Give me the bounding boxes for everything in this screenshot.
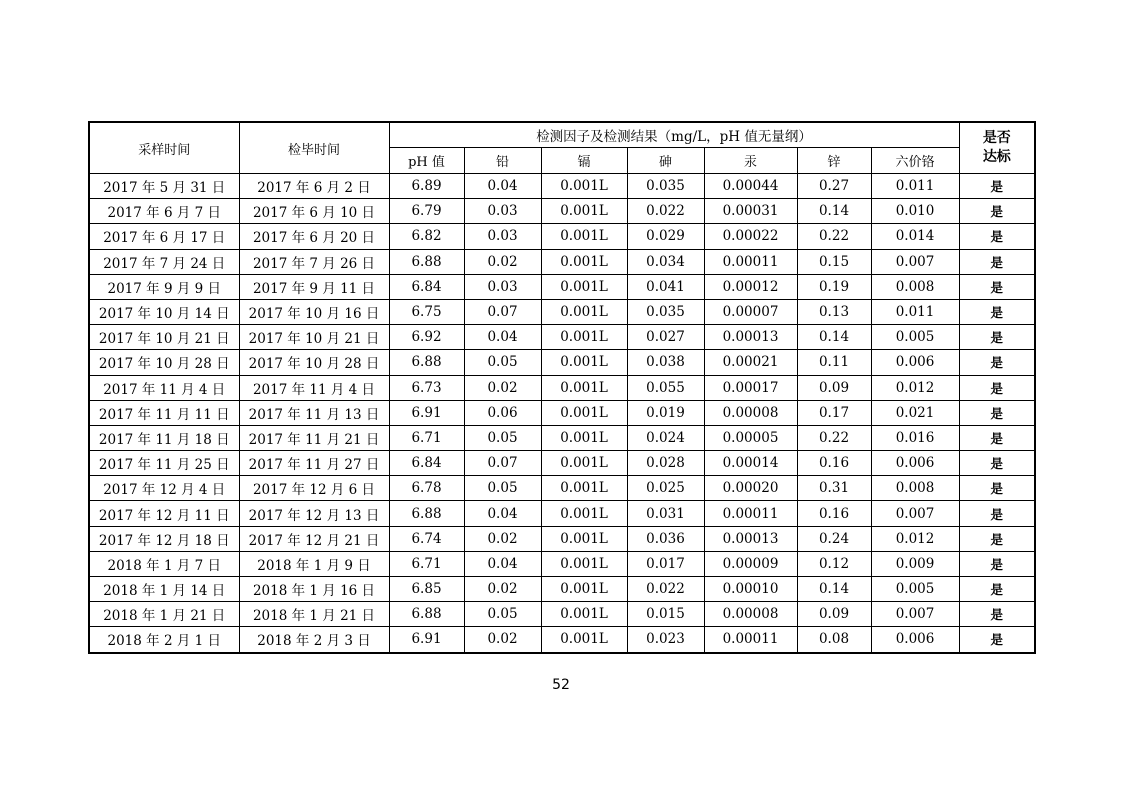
cell-hexavalent-chromium: 0.007 [871, 602, 959, 627]
cell-lead: 0.05 [464, 425, 541, 450]
cell-ph: 6.74 [389, 526, 464, 551]
cell-lead: 0.04 [464, 551, 541, 576]
cell-sampling-date: 2017 年 7 月 24 日 [89, 249, 239, 274]
cell-cadmium: 0.001L [541, 224, 627, 249]
cell-cadmium: 0.001L [541, 627, 627, 653]
cell-ph: 6.89 [389, 174, 464, 199]
cell-ph: 6.85 [389, 577, 464, 602]
header-ph: pH 值 [389, 148, 464, 174]
monitoring-results-table [88, 121, 1036, 654]
cell-compliance: 是 [959, 627, 1035, 653]
cell-ph: 6.71 [389, 551, 464, 576]
table-row [89, 224, 1035, 249]
cell-mercury: 0.00005 [704, 425, 797, 450]
cell-lead: 0.02 [464, 526, 541, 551]
cell-mercury: 0.00013 [704, 325, 797, 350]
cell-cadmium: 0.001L [541, 274, 627, 299]
cell-ph: 6.75 [389, 299, 464, 324]
cell-arsenic: 0.019 [627, 400, 704, 425]
cell-hexavalent-chromium: 0.008 [871, 274, 959, 299]
cell-zinc: 0.16 [797, 451, 871, 476]
cell-zinc: 0.14 [797, 199, 871, 224]
cell-hexavalent-chromium: 0.021 [871, 400, 959, 425]
cell-zinc: 0.13 [797, 299, 871, 324]
cell-compliance: 是 [959, 325, 1035, 350]
table-body [89, 174, 1035, 653]
cell-sampling-date: 2017 年 12 月 18 日 [89, 526, 239, 551]
cell-zinc: 0.12 [797, 551, 871, 576]
cell-test-date: 2017 年 6 月 20 日 [239, 224, 389, 249]
cell-test-date: 2017 年 12 月 21 日 [239, 526, 389, 551]
cell-cadmium: 0.001L [541, 501, 627, 526]
cell-sampling-date: 2017 年 11 月 18 日 [89, 425, 239, 450]
cell-hexavalent-chromium: 0.009 [871, 551, 959, 576]
cell-arsenic: 0.041 [627, 274, 704, 299]
cell-arsenic: 0.025 [627, 476, 704, 501]
cell-test-date: 2018 年 2 月 3 日 [239, 627, 389, 653]
cell-compliance: 是 [959, 501, 1035, 526]
cell-arsenic: 0.038 [627, 350, 704, 375]
cell-arsenic: 0.028 [627, 451, 704, 476]
cell-zinc: 0.15 [797, 249, 871, 274]
cell-lead: 0.02 [464, 249, 541, 274]
cell-zinc: 0.09 [797, 375, 871, 400]
cell-hexavalent-chromium: 0.011 [871, 174, 959, 199]
cell-sampling-date: 2017 年 6 月 17 日 [89, 224, 239, 249]
cell-hexavalent-chromium: 0.012 [871, 526, 959, 551]
cell-mercury: 0.00011 [704, 501, 797, 526]
header-test-completion-time: 检毕时间 [239, 122, 389, 174]
cell-test-date: 2017 年 11 月 21 日 [239, 425, 389, 450]
cell-mercury: 0.00011 [704, 249, 797, 274]
cell-lead: 0.06 [464, 400, 541, 425]
cell-mercury: 0.00008 [704, 400, 797, 425]
table-row [89, 425, 1035, 450]
cell-compliance: 是 [959, 375, 1035, 400]
cell-test-date: 2018 年 1 月 16 日 [239, 577, 389, 602]
cell-mercury: 0.00007 [704, 299, 797, 324]
cell-test-date: 2017 年 6 月 10 日 [239, 199, 389, 224]
cell-cadmium: 0.001L [541, 174, 627, 199]
cell-ph: 6.78 [389, 476, 464, 501]
cell-arsenic: 0.035 [627, 299, 704, 324]
cell-compliance: 是 [959, 577, 1035, 602]
cell-hexavalent-chromium: 0.007 [871, 501, 959, 526]
cell-arsenic: 0.027 [627, 325, 704, 350]
cell-compliance: 是 [959, 602, 1035, 627]
cell-compliance: 是 [959, 451, 1035, 476]
cell-zinc: 0.24 [797, 526, 871, 551]
cell-sampling-date: 2017 年 10 月 28 日 [89, 350, 239, 375]
cell-sampling-date: 2018 年 2 月 1 日 [89, 627, 239, 653]
cell-ph: 6.88 [389, 602, 464, 627]
cell-hexavalent-chromium: 0.005 [871, 577, 959, 602]
cell-cadmium: 0.001L [541, 199, 627, 224]
cell-zinc: 0.09 [797, 602, 871, 627]
cell-lead: 0.02 [464, 375, 541, 400]
cell-sampling-date: 2017 年 9 月 9 日 [89, 274, 239, 299]
cell-mercury: 0.00014 [704, 451, 797, 476]
table-row [89, 627, 1035, 653]
header-zinc: 锌 [797, 148, 871, 174]
table-row [89, 375, 1035, 400]
cell-hexavalent-chromium: 0.008 [871, 476, 959, 501]
table-row [89, 199, 1035, 224]
cell-sampling-date: 2017 年 11 月 11 日 [89, 400, 239, 425]
cell-arsenic: 0.022 [627, 577, 704, 602]
header-cadmium: 镉 [541, 148, 627, 174]
cell-sampling-date: 2017 年 11 月 4 日 [89, 375, 239, 400]
cell-test-date: 2017 年 10 月 21 日 [239, 325, 389, 350]
cell-zinc: 0.11 [797, 350, 871, 375]
table-row [89, 451, 1035, 476]
cell-mercury: 0.00012 [704, 274, 797, 299]
header-sampling-time: 采样时间 [89, 122, 239, 174]
cell-hexavalent-chromium: 0.016 [871, 425, 959, 450]
cell-arsenic: 0.015 [627, 602, 704, 627]
cell-arsenic: 0.031 [627, 501, 704, 526]
cell-arsenic: 0.055 [627, 375, 704, 400]
cell-arsenic: 0.035 [627, 174, 704, 199]
cell-ph: 6.71 [389, 425, 464, 450]
cell-cadmium: 0.001L [541, 526, 627, 551]
cell-ph: 6.84 [389, 451, 464, 476]
table-row [89, 400, 1035, 425]
cell-compliance: 是 [959, 224, 1035, 249]
cell-ph: 6.79 [389, 199, 464, 224]
cell-sampling-date: 2018 年 1 月 14 日 [89, 577, 239, 602]
cell-cadmium: 0.001L [541, 375, 627, 400]
cell-zinc: 0.27 [797, 174, 871, 199]
cell-ph: 6.91 [389, 400, 464, 425]
cell-mercury: 0.00011 [704, 627, 797, 653]
cell-test-date: 2018 年 1 月 9 日 [239, 551, 389, 576]
cell-arsenic: 0.029 [627, 224, 704, 249]
header-compliance-line2: 达标 [982, 149, 1011, 165]
cell-test-date: 2017 年 7 月 26 日 [239, 249, 389, 274]
header-lead: 铅 [464, 148, 541, 174]
cell-ph: 6.92 [389, 325, 464, 350]
header-arsenic: 砷 [627, 148, 704, 174]
cell-arsenic: 0.017 [627, 551, 704, 576]
cell-mercury: 0.00009 [704, 551, 797, 576]
cell-lead: 0.03 [464, 199, 541, 224]
cell-cadmium: 0.001L [541, 350, 627, 375]
cell-arsenic: 0.036 [627, 526, 704, 551]
cell-lead: 0.05 [464, 602, 541, 627]
cell-ph: 6.88 [389, 350, 464, 375]
cell-sampling-date: 2017 年 5 月 31 日 [89, 174, 239, 199]
cell-zinc: 0.22 [797, 224, 871, 249]
cell-sampling-date: 2017 年 12 月 4 日 [89, 476, 239, 501]
cell-hexavalent-chromium: 0.012 [871, 375, 959, 400]
table-row [89, 274, 1035, 299]
cell-arsenic: 0.034 [627, 249, 704, 274]
cell-hexavalent-chromium: 0.010 [871, 199, 959, 224]
cell-zinc: 0.22 [797, 425, 871, 450]
cell-compliance: 是 [959, 199, 1035, 224]
table-row [89, 249, 1035, 274]
cell-sampling-date: 2017 年 10 月 21 日 [89, 325, 239, 350]
cell-zinc: 0.31 [797, 476, 871, 501]
cell-mercury: 0.00044 [704, 174, 797, 199]
table-row [89, 174, 1035, 199]
cell-sampling-date: 2017 年 12 月 11 日 [89, 501, 239, 526]
cell-hexavalent-chromium: 0.006 [871, 350, 959, 375]
cell-cadmium: 0.001L [541, 249, 627, 274]
header-compliance [959, 122, 1035, 174]
cell-test-date: 2017 年 10 月 16 日 [239, 299, 389, 324]
cell-lead: 0.07 [464, 451, 541, 476]
cell-lead: 0.05 [464, 350, 541, 375]
cell-lead: 0.02 [464, 577, 541, 602]
table-row [89, 577, 1035, 602]
cell-test-date: 2017 年 9 月 11 日 [239, 274, 389, 299]
cell-compliance: 是 [959, 274, 1035, 299]
cell-lead: 0.07 [464, 299, 541, 324]
cell-cadmium: 0.001L [541, 602, 627, 627]
cell-cadmium: 0.001L [541, 299, 627, 324]
cell-mercury: 0.00010 [704, 577, 797, 602]
cell-compliance: 是 [959, 350, 1035, 375]
cell-mercury: 0.00020 [704, 476, 797, 501]
cell-compliance: 是 [959, 425, 1035, 450]
header-detection-factors-group: 检测因子及检测结果（mg/L，pH 值无量纲） [389, 122, 959, 148]
cell-ph: 6.88 [389, 501, 464, 526]
cell-mercury: 0.00022 [704, 224, 797, 249]
cell-ph: 6.91 [389, 627, 464, 653]
cell-cadmium: 0.001L [541, 577, 627, 602]
cell-lead: 0.04 [464, 501, 541, 526]
cell-mercury: 0.00021 [704, 350, 797, 375]
cell-hexavalent-chromium: 0.014 [871, 224, 959, 249]
cell-arsenic: 0.024 [627, 425, 704, 450]
cell-mercury: 0.00017 [704, 375, 797, 400]
table-row [89, 501, 1035, 526]
table-row [89, 476, 1035, 501]
cell-compliance: 是 [959, 174, 1035, 199]
cell-test-date: 2017 年 11 月 13 日 [239, 400, 389, 425]
cell-compliance: 是 [959, 526, 1035, 551]
table-row [89, 526, 1035, 551]
cell-test-date: 2017 年 10 月 28 日 [239, 350, 389, 375]
cell-test-date: 2017 年 6 月 2 日 [239, 174, 389, 199]
cell-sampling-date: 2017 年 10 月 14 日 [89, 299, 239, 324]
cell-hexavalent-chromium: 0.007 [871, 249, 959, 274]
table-header [89, 122, 1035, 174]
cell-mercury: 0.00008 [704, 602, 797, 627]
page-number: 52 [552, 677, 570, 693]
cell-mercury: 0.00031 [704, 199, 797, 224]
table-row [89, 299, 1035, 324]
cell-test-date: 2018 年 1 月 21 日 [239, 602, 389, 627]
header-compliance-line1: 是否 [982, 130, 1011, 146]
cell-zinc: 0.17 [797, 400, 871, 425]
cell-sampling-date: 2017 年 11 月 25 日 [89, 451, 239, 476]
cell-test-date: 2017 年 12 月 13 日 [239, 501, 389, 526]
header-hexavalent-chromium: 六价铬 [871, 148, 959, 174]
cell-zinc: 0.19 [797, 274, 871, 299]
cell-test-date: 2017 年 11 月 27 日 [239, 451, 389, 476]
cell-compliance: 是 [959, 551, 1035, 576]
cell-lead: 0.03 [464, 224, 541, 249]
cell-cadmium: 0.001L [541, 551, 627, 576]
cell-sampling-date: 2017 年 6 月 7 日 [89, 199, 239, 224]
cell-ph: 6.84 [389, 274, 464, 299]
cell-ph: 6.88 [389, 249, 464, 274]
cell-lead: 0.02 [464, 627, 541, 653]
cell-mercury: 0.00013 [704, 526, 797, 551]
cell-compliance: 是 [959, 249, 1035, 274]
header-row-1 [89, 122, 1035, 148]
cell-arsenic: 0.023 [627, 627, 704, 653]
cell-zinc: 0.08 [797, 627, 871, 653]
cell-cadmium: 0.001L [541, 476, 627, 501]
header-mercury: 汞 [704, 148, 797, 174]
table-row [89, 325, 1035, 350]
cell-cadmium: 0.001L [541, 425, 627, 450]
cell-sampling-date: 2018 年 1 月 21 日 [89, 602, 239, 627]
cell-lead: 0.03 [464, 274, 541, 299]
cell-cadmium: 0.001L [541, 400, 627, 425]
cell-zinc: 0.14 [797, 325, 871, 350]
cell-lead: 0.04 [464, 325, 541, 350]
cell-lead: 0.05 [464, 476, 541, 501]
cell-zinc: 0.16 [797, 501, 871, 526]
cell-hexavalent-chromium: 0.011 [871, 299, 959, 324]
cell-cadmium: 0.001L [541, 451, 627, 476]
cell-hexavalent-chromium: 0.005 [871, 325, 959, 350]
cell-ph: 6.82 [389, 224, 464, 249]
cell-lead: 0.04 [464, 174, 541, 199]
table-row [89, 602, 1035, 627]
cell-cadmium: 0.001L [541, 325, 627, 350]
cell-hexavalent-chromium: 0.006 [871, 627, 959, 653]
cell-test-date: 2017 年 11 月 4 日 [239, 375, 389, 400]
cell-compliance: 是 [959, 299, 1035, 324]
cell-zinc: 0.14 [797, 577, 871, 602]
cell-arsenic: 0.022 [627, 199, 704, 224]
cell-compliance: 是 [959, 476, 1035, 501]
table-row [89, 350, 1035, 375]
cell-compliance: 是 [959, 400, 1035, 425]
cell-ph: 6.73 [389, 375, 464, 400]
table-row [89, 551, 1035, 576]
cell-test-date: 2017 年 12 月 6 日 [239, 476, 389, 501]
cell-hexavalent-chromium: 0.006 [871, 451, 959, 476]
cell-sampling-date: 2018 年 1 月 7 日 [89, 551, 239, 576]
